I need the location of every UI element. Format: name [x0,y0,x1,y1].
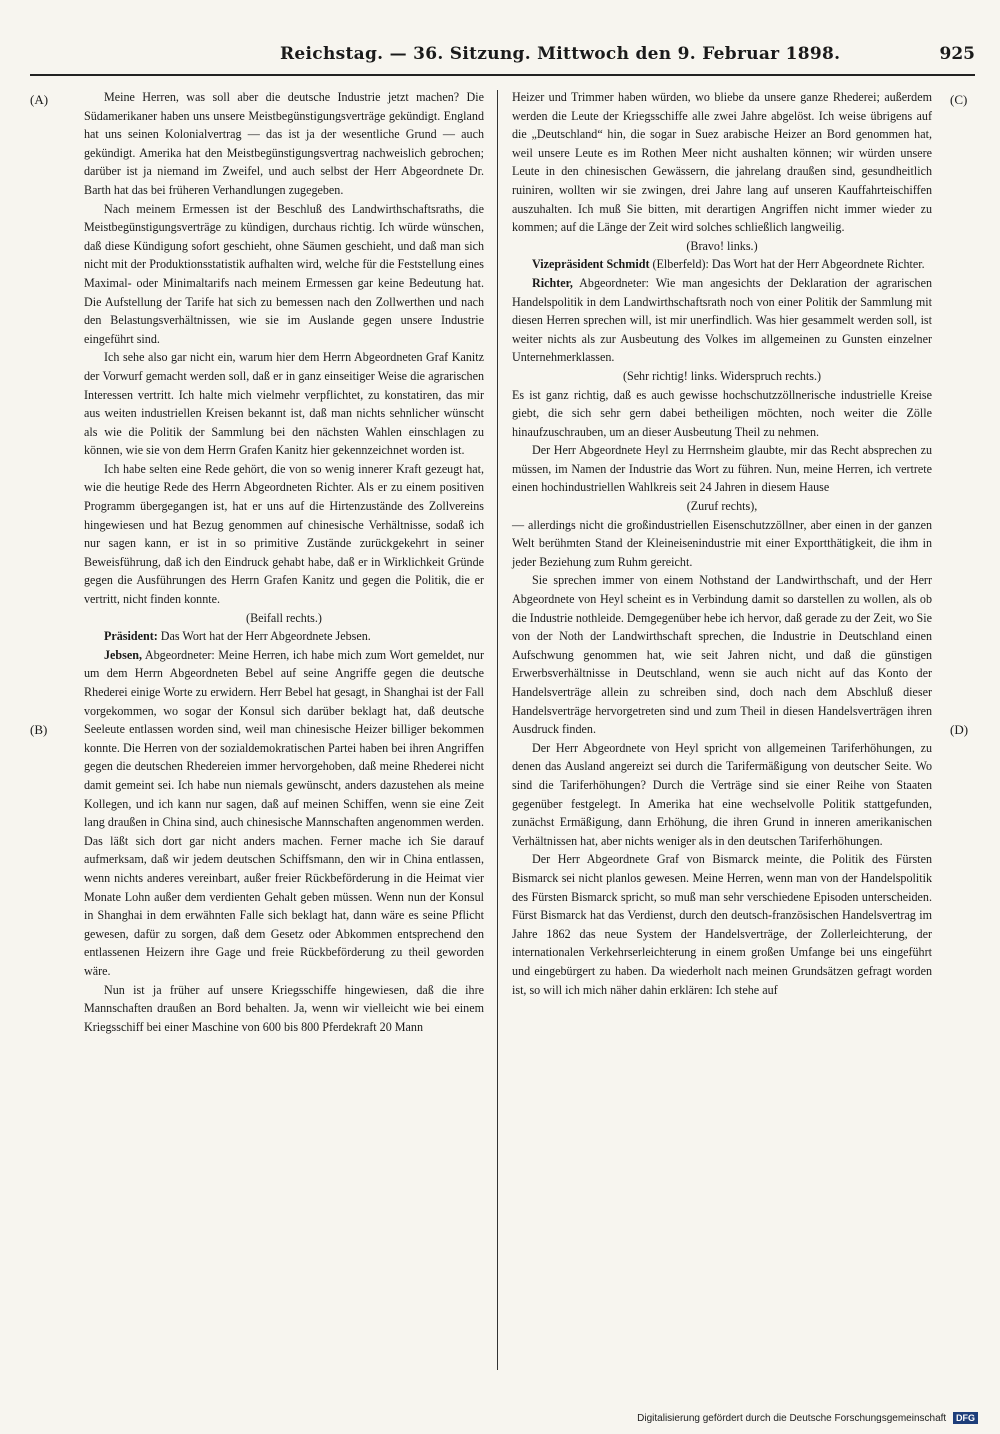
speech-text: Abgeordneter: Meine Herren, ich habe mich zum Wort gemeldet, nur um dem Herrn Abgeordneten Bebel auf seine Angriffe gegen die deutsche Rhederei einige Worte zu erwidern. Herr Bebel hat gesagt, in Shanghai ist der Fall vorgekommen, wo sogar der Konsul sich darüber beklagt hat, daß deutsche Seeleute entlassen worden sind, weil man chinesische Heizer billiger bekommen konnte. Die Herren von der sozialdemokratischen Partei haben bei ihren Angriffen gegen die deutschen Rhedereien immer hervorgehoben, daß meine Rhederei nicht damit gemeint sei. Ich habe nun niemals gewünscht, anders dazustehen als meine Kollegen, und ich kann nur sagen, daß auf meinen Schiffen, wenn sie eine Zeit lang draußen in China sind, auch chinesische Mannschaften angenommen werden. Das läßt sich dort gar nicht anders machen. Ferner mache ich Sie darauf aufmerksam, daß wir jedem deutschen Schiffsmann, den wir in China entlassen, wenn nichts anderes vereinbart, außer freier Rückbeförderung in die Heimat vier Monate Lohn außer dem verdienten Gehalt geben müssen. Wenn nun der Konsul in Shanghai in dem erwähnten Falle sich beklagt hat, dann wäre es seine Pflicht gewesen, dafür zu sorgen, daß dem Gesetz oder Abkommen entsprechend den entlassenen Heizern ihre Gage und freie Rückbeförderung zu theil geworden wäre. [84,647,484,978]
page-number: 925 [939,44,975,64]
speech-text: (Elberfeld): Das Wort hat der Herr Abgeordnete Richter. [652,257,925,272]
body-paragraph: Ich habe selten eine Rede gehört, die von so wenig innerer Kraft gezeugt hat, wie die heutige Rede des Herrn Abgeordneten Richter. Als er zu einem positiven Programm übergegangen ist, hat er uns auf die Hirtenzustände des Zollvereins hingewiesen und hat Bezug genommen auf chinesische Verhältnisse, sodaß ich nur sagen kann, er ist in so primitive Zustände zurückgekehrt in seiner Beweisführung, daß ich den Eindruck gehabt habe, daß er in Wirklichkeit Gründe gegen die Ausführungen des Herrn Grafen Kanitz und gegen die Politik, die er vertritt, nicht finden konnte. [84,461,484,607]
speaker-name: Jebsen, [104,647,142,662]
body-paragraph: Nun ist ja früher auf unsere Kriegsschiffe hingewiesen, daß die ihre Mannschaften draußen an Bord behalten. Ja, wenn wir vielleicht wie bei einem Kriegsschiff bei einer Maschine von 600 bis 800 Pferdekraft 20 Mann [84,982,484,1034]
speech-paragraph [512,255,932,274]
margin-marker-d: (D) [950,722,969,737]
body-paragraph: — allerdings nicht die großindustriellen Eisenschutzzöllner, aber einen in der ganzen Welt berühmten Stand der Kleineisenindustrie mit einer Exportthätigkeit, die ihm in jeder Beziehung zum Ruhm gereicht. [512,517,932,569]
body-paragraph: Heizer und Trimmer haben würden, wo bliebe da unsere ganze Rhederei; außerdem werden die Leute der Kriegsschiffe alle zwei Jahre abgelöst. Ich weise übrigens auf die „Deutschland“ hin, die sogar in Suez arabische Heizer an Bord genommen hat, weil unsere Leute es im Rothen Meer nicht aushalten können; wir würden unsere Leute in den chinesischen Gewässern, die jahrelang draußen sind, gesundheitlich ruiniren, wollten wir sie zwingen, drei Jahre lang auf unseren Kauffahrteischiffen auszuhalten. Ich muß Sie bitten, mit derartigen Angriffen nicht immer wieder zu kommen; auf die Länge der Zeit wird solches schließlich langweilig. [512,90,932,235]
body-paragraph: Es ist ganz richtig, daß es auch gewisse hochschutzzöllnerische industrielle Kreise giebt, die sich sehr gern dabei betheiligen möchten, noch weiter die Zölle hinaufzuschrauben, um an dieser Ausbeutung Theil zu nehmen. [512,387,932,439]
body-paragraph: Der Herr Abgeordnete von Heyl spricht von allgemeinen Tariferhöhungen, zu denen das Ausland angereizt sei durch die Tarifermäßigung von deutscher Seite. Wo sind die Tariferhöhungen? Durch die Verträge sind sie einer Reihe von Staaten gegenüber festgelegt. In Amerika hat eine wechselvolle Politik stattgefunden, zunächst Ermäßigung, dann Erhöhung, die ihren Grund in inneren amerikanischen Verhältnissen hat, aber nichts weniger als in den deutschen Tariferhöhungen. [512,740,932,848]
speaker-name: Richter, [532,275,573,290]
body-paragraph: Der Herr Abgeordnete Heyl zu Herrnsheim glaubte, mir das Recht absprechen zu müssen, im Namen der Industrie das Wort zu führen. Nun, meine Herren, ich vertrete einen hochindustriellen Wahlkreis seit 24 Jahren in diesem Hause [512,443,932,495]
body-paragraph: Meine Herren, was soll aber die deutsche Industrie jetzt machen? Die Südamerikaner haben uns unsere Meistbegünstigungsverträge gekündigt. England hat uns seinen Kolonialvertrag — das ist ja der wesentliche Grund — auch gekündigt. Amerika hat den Meistbegünstigungsvertrag nachweislich gebrochen; darüber ist ja niemand im Zweifel, und auch selbst der Herr Abgeordnete Dr. Barth hat das bei früheren Verhandlungen zugegeben. [84,90,484,197]
speech-paragraph [512,274,932,367]
speech-text: Abgeordneter: Wie man angesichts der Deklaration der agrarischen Handelspolitik in dem Landwirthschaftsrath noch von einer Politik der Sammlung mit diesen Herren sprechen will, ist mir unerfindlich. Was hier gesammelt werden soll, ist weiter nichts als zur Ausbeutung des Volkes im allgemeinen zu Gunsten einzelner Unternehmerklassen. [512,275,933,365]
page-footer [637,1412,978,1424]
speech-text: Das Wort hat der Herr Abgeordnete Jebsen. [160,629,371,644]
left-column [84,88,484,1036]
margin-marker-c: (C) [950,92,968,107]
margin-marker-a: (A) [30,92,49,107]
body-paragraph: Sie sprechen immer von einem Nothstand der Landwirthschaft, und der Herr Abgeordnete von Heyl scheint es in Verbindung damit so darstellen zu wollen, als ob die Industrie nothleide. Demgegenüber hebe ich hervor, daß gerade zu der Zeit, wo Sie von der Noth der Landwirthschaft sprechen, die Industrie in Deutschland einen Aufschwung genommen hat, wie seit Jahren nicht, und daß die günstigen Erwerbsverhältnisse in Deutschland, wenn sie auch nicht auf das Konto der Handelsverträge allein zu schreiben sind, doch nach dem Abschluß dieser Handelsverträge hervorgetreten sind und zum Theil in diesen Handelsverträgen ihren Ausdruck finden. [512,573,932,737]
body-paragraph: Nach meinem Ermessen ist der Beschluß des Landwirthschaftsraths, die Meistbegünstigungsverträge zu kündigen, durchaus richtig. Ich würde wünschen, daß diese Kündigung sofort geschieht, ohne Säumen geschieht, und daß man sich nicht mit der Produktionsstatistik aufhalten wird, welche für die Feststellung eines Maximal- oder Minimaltarifs nach meinem Ermessen gar keine Bedeutung hat. Die Aufstellung der Tarife hat sich zu bemessen nach den Zollwerthen und nach den Belastungsverhältnissen, wie sie im Auslande gegen unsere Industrie eingeführt sind. [84,201,484,346]
speech-paragraph [84,646,484,981]
interjection: (Beifall rechts.) [246,610,322,625]
body-paragraph: Ich sehe also gar nicht ein, warum hier dem Herrn Abgeordneten Graf Kanitz der Vorwurf gemacht werden soll, daß er in ganz einseitiger Weise die agrarischen Interessen vertritt. Ich halte mich vielmehr verpflichtet, zu konstatiren, das mir aus weiten industriellen Kreisen bekannt ist, daß man nichts sehnlicher wünscht als wie die Politik der Sammlung bei den nächsten Wahlen einschlagen zu können, wie sie von dem Herrn Grafen Kanitz hier gekennzeichnet worden ist. [84,350,484,458]
interjection: (Bravo! links.) [686,238,758,253]
interjection: (Zuruf rechts), [686,499,758,514]
dfg-logo: DFG [953,1412,978,1424]
body-paragraph: Der Herr Abgeordnete Graf von Bismarck meinte, die Politik des Fürsten Bismarck sei nicht planlos gewesen. Meine Herren, wenn man von der Handelspolitik des Fürsten Bismarck spricht, so muß man sehr verschiedene Episoden unterscheiden. Fürst Bismarck hat das Verdienst, durch den deutsch-französischen Handelsvertrag im Jahre 1862 das neue System der Handelsverträge, der Zollerleichterung, der internationalen Verkehrserleichterung in einem großen Umfange bei uns eingeführt und eingebürgert zu haben. Da wiederholt nach meinen Grundsätzen gefragt worden ist, so will ich mich näher dahin erklären: Ich stehe auf [512,852,932,997]
running-head: Reichstag. — 36. Sitzung. Mittwoch den 9. Februar 1898. [280,44,841,64]
margin-marker-b: (B) [30,722,48,737]
page-header [30,44,975,76]
right-column [512,88,932,999]
speaker-name: Vizepräsident Schmidt [532,257,650,272]
footer-text: Digitalisierung gefördert durch die Deutsche Forschungsgemeinschaft [637,1413,947,1424]
interjection: (Sehr richtig! links. Widerspruch rechts.) [622,368,822,383]
column-divider [497,90,498,1370]
speech-paragraph [84,627,484,646]
speaker-name: Präsident: [104,629,158,644]
